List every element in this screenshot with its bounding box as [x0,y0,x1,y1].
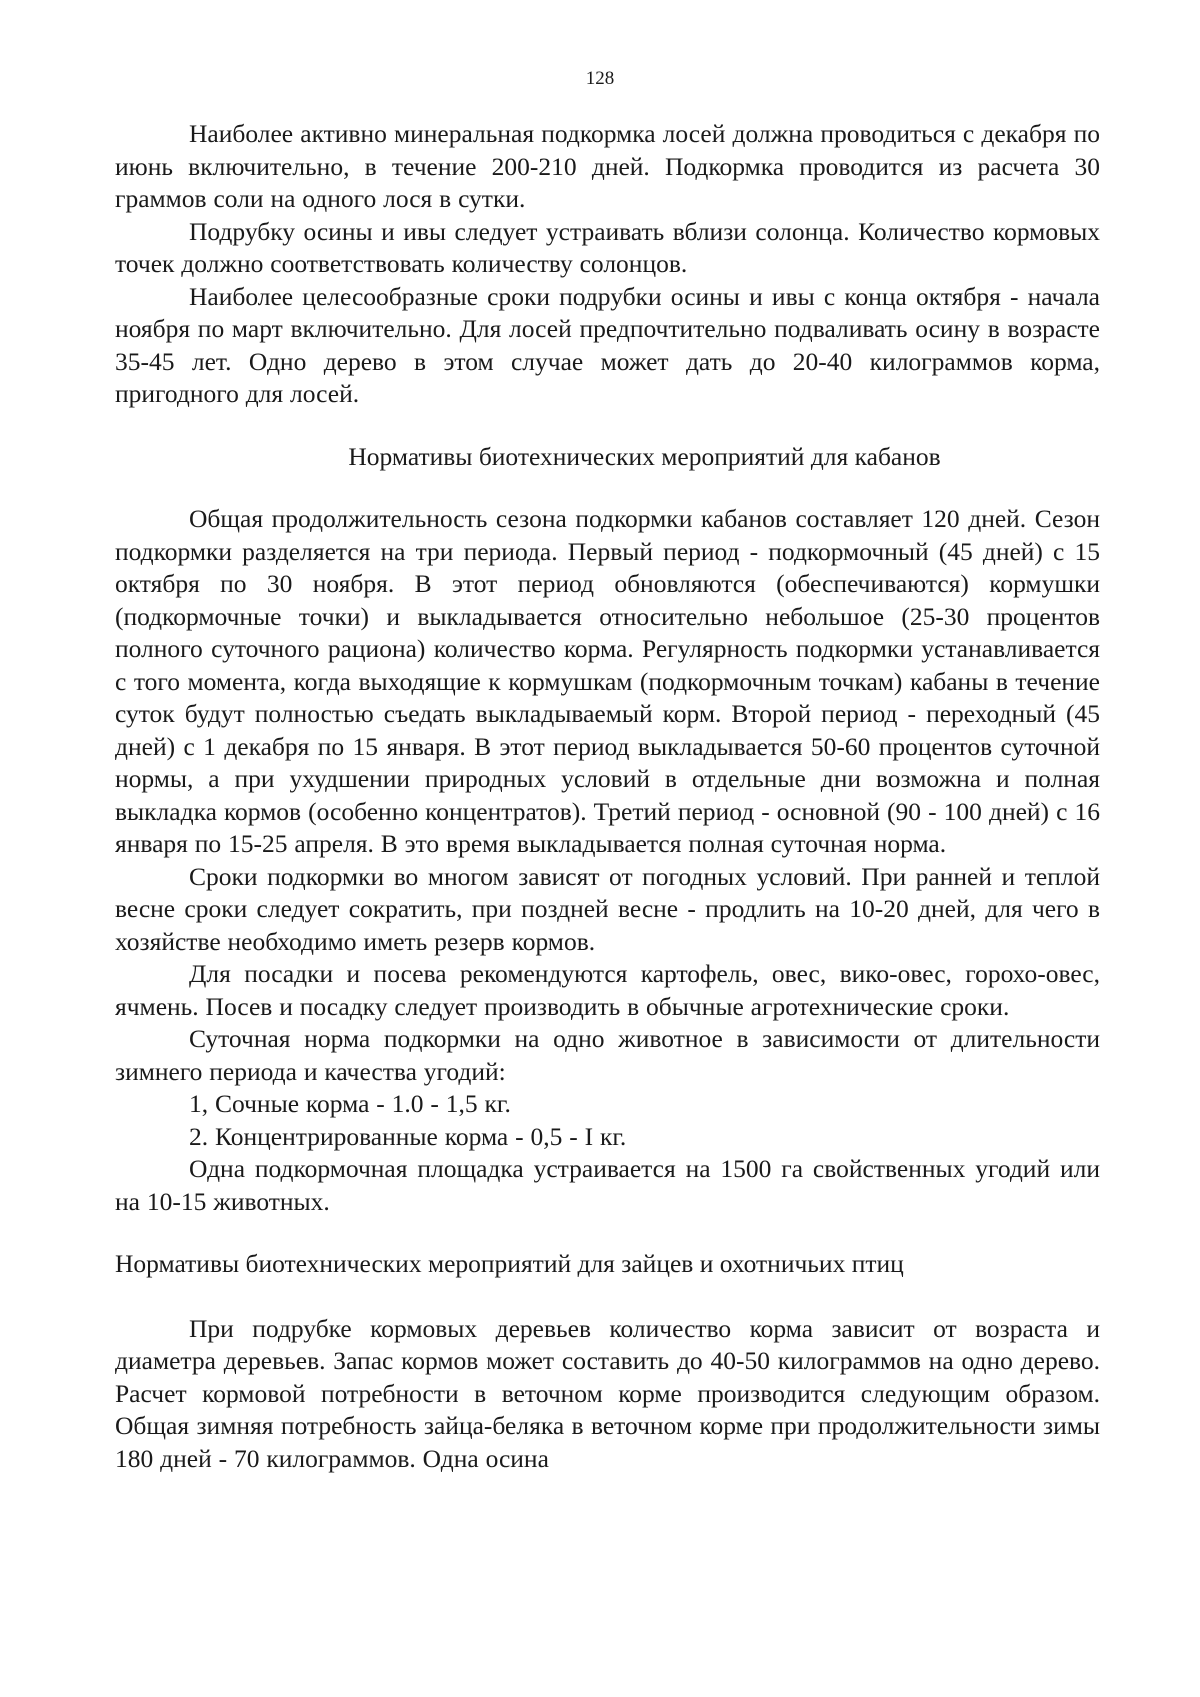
section-heading-boars: Нормативы биотехнических мероприятий для кабанов [348,441,941,471]
paragraph-moose-mineral-feeding: Наиболее активно минеральная подкормка лосей должна проводиться с декабря по июнь включительно, в течение 200-210 дней. Подкормка проводится из расчета 30 граммов соли на одного лося в сутки. [115,119,1100,213]
paragraph-boars-daily-norm: Суточная норма подкормки на одно животное в зависимости от длительности зимнего периода и качества угодий: [115,1024,1100,1086]
paragraph-boars-feeding-site: Одна подкормочная площадка устраивается на 1500 га свойственных угодий или на 10-15 животных. [115,1154,1100,1216]
paragraph-moose-aspen-cutting: Подрубку осины и ивы следует устраивать вблизи солонца. Количество кормовых точек должно соответствовать количеству солонцов. [115,216,1100,278]
section-heading-hares-birds: Нормативы биотехнических мероприятий для зайцев и охотничьих птиц [115,1249,904,1278]
text-body [115,118,1100,1475]
paragraph-boars-feeding-terms: Сроки подкормки во многом зависят от погодных условий. При ранней и теплой весне сроки следует сократить, при поздней весне - продлить на 10-20 дней, для чего в хозяйстве необходимо иметь резерв кормов. [115,861,1100,956]
paragraph-hares-feed-trees: При подрубке кормовых деревьев количество корма зависит от возраста и диаметра деревьев. Запас кормов может составить до 40-50 килограммов на одно дерево. Расчет кормовой потребности в веточном корме производится следующим образом. Общая зимняя потребность зайца-беляка в веточном корме при продолжительности зимы 180 дней - 70 килограммов. Одна осина [115,1313,1100,1473]
paragraph-moose-cutting-terms: Наиболее целесообразные сроки подрубки осины и ивы с конца октября - начала ноября по март включительно. Для лосей предпочтительно подваливать осину в возрасте 35-45 лет. Одно дерево в этом случае может дать до 20-40 килограммов корма, пригодного для лосей. [115,281,1100,408]
list-item-concentrated-feed: 2. Концентрированные корма - 0,5 - I кг. [189,1121,627,1151]
list-item-succulent-feed: 1, Сочные корма - 1.0 - 1,5 кг. [189,1089,511,1118]
paragraph-boars-feeding-season: Общая продолжительность сезона подкормки кабанов составляет 120 дней. Сезон подкормки разделяется на три периода. Первый период - подкормочный (45 дней) с 15 октября по 30 ноября. В этот период обновляются (обеспечиваются) кормушки (подкормочные точки) и выкладывается относительно небольшое (25-30 процентов полного суточного рациона) количество корма. Регулярность подкормки устанавливается с того момента, когда выходящие к кормушкам (подкормочным точкам) кабаны в течение суток будут полностью съедать выкладываемый корм. Второй период - переходный (45 дней) с 1 декабря по 15 января. В этот период выкладывается 50-60 процентов суточной нормы, а при ухудшении природных условий в отдельные дни возможна и полная выкладка кормов (особенно концентратов). Третий период - основной (90 - 100 дней) с 16 января по 15-25 апреля. В это время выкладывается полная суточная норма. [115,504,1100,858]
paragraph-boars-planting: Для посадки и посева рекомендуются картофель, овес, вико-овес, горохо-овес, ячмень. Посев и посадку следует производить в обычные агротехнические сроки. [115,959,1100,1021]
page-number: 128 [585,68,615,89]
